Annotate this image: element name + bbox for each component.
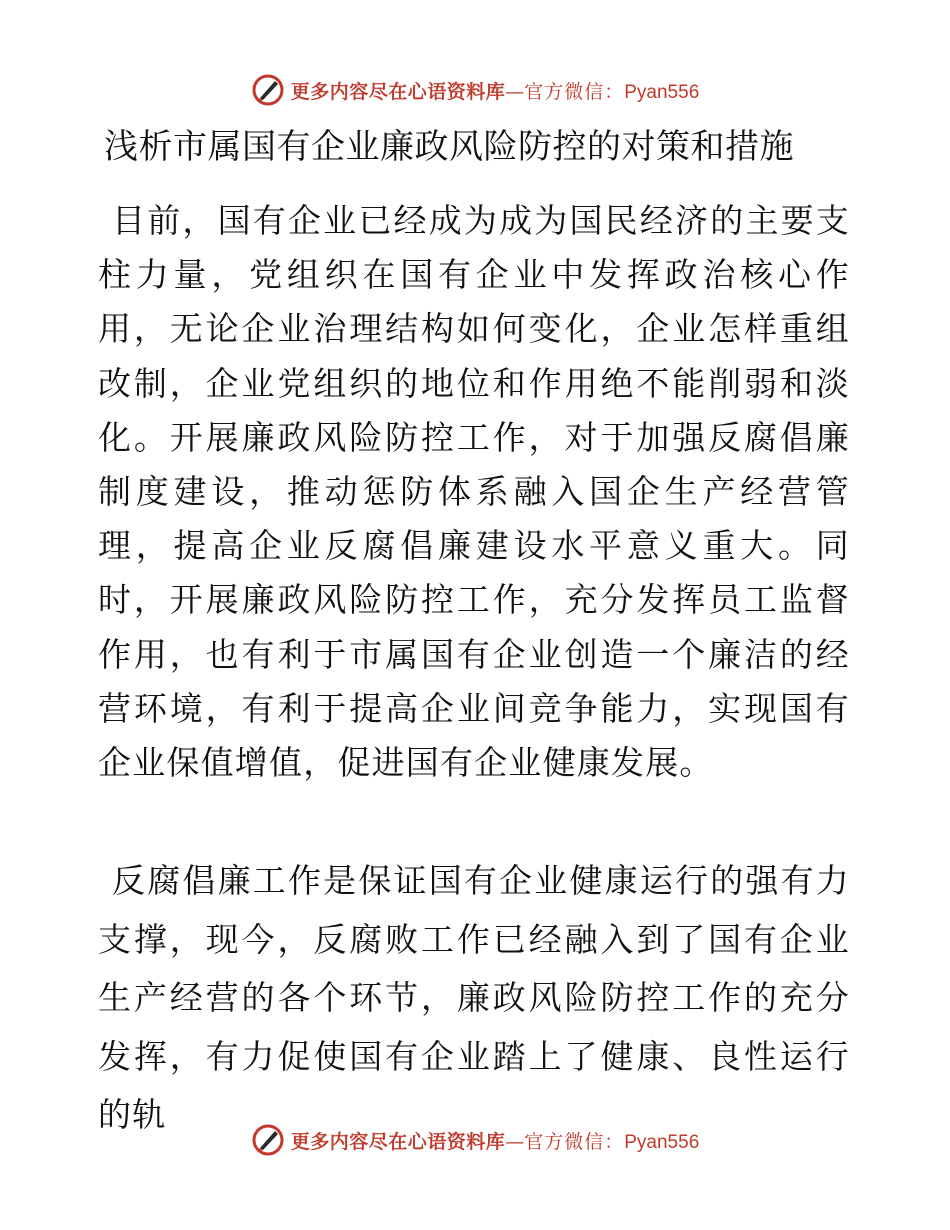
banner-main-text: 更多内容尽在心语资料库 [290,1130,506,1153]
paragraph-1: 目前，国有企业已经成为成为国民经济的主要支柱力量，党组织在国有企业中发挥政治核心作用，无论企业治理结构如何变化，企业怎样重组改制，企业党组织的地位和作用绝不能削弱和淡化。开展廉政风险防控工作，对于加强反腐倡廉制度建设，推动惩防体系融入国企生产经营管理，提高企业反腐倡廉建设水平意义重大。同时，开展廉政风险防控工作，充分发挥员工监督作用，也有利于市属国有企业创造一个廉洁的经营环境，有利于提高企业间竞争能力，实现国有企业保值增值，促进国有企业健康发展。 [98,201,850,783]
banner-wechat-label: 官方微信： [524,80,625,103]
paragraph-2: 反腐倡廉工作是保证国有企业健康运行的强有力支撑，现今，反腐败工作已经融入到了国有企业生产经营的各个环节，廉政风险防控工作的充分发挥，有力促使国有企业踏上了健康、良性运行的轨 [98,861,850,1134]
banner-dash: — [505,1130,525,1153]
banner-main-text: 更多内容尽在心语资料库 [290,80,506,103]
document-title: 浅析市属国有企业廉政风险防控的对策和措施 [104,127,794,167]
header-banner [0,70,950,110]
banner-wechat-label: 官方微信： [524,1130,625,1153]
quill-pen-logo-icon [251,73,285,107]
footer-banner [0,1120,950,1160]
quill-pen-logo-icon [251,1123,285,1157]
banner-wechat-id: Pyan556 [624,81,700,103]
banner-wechat-id: Pyan556 [624,1131,700,1153]
banner-dash: — [505,80,525,103]
